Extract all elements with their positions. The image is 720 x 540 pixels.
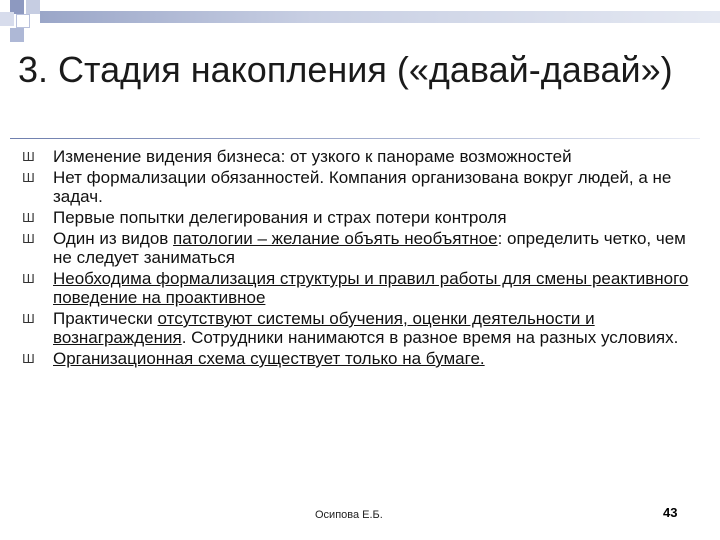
bullet-item (22, 208, 702, 227)
bullet-marker-icon: Ш (22, 150, 35, 164)
top-accent-bar (40, 11, 720, 23)
bullet-text-underlined: Организационная схема существует только на бумаге. (53, 349, 485, 368)
page-number: 43 (663, 505, 678, 520)
bullet-text-underlined: Необходима формализация структуры и правил работы для смены реактивного поведение на проактивное (53, 269, 689, 307)
bullet-item (22, 147, 702, 166)
bullet-text: Практически (53, 309, 158, 328)
deco-square (10, 28, 24, 42)
bullet-item (22, 168, 702, 206)
deco-square (16, 14, 30, 28)
bullet-text: Нет формализации обязанностей. Компания организована вокруг людей, а не задач. (53, 168, 672, 206)
footer-author: Осипова Е.Б. (315, 509, 383, 521)
bullet-text: : определить четко, чем не следует заниматься (53, 229, 686, 267)
slide-title: 3. Стадия накопления («давай-давай») (18, 49, 673, 90)
deco-square (0, 12, 14, 26)
bullet-text-underlined: отсутствуют системы обучения, оценки деятельности и вознаграждения (53, 309, 595, 347)
bullet-marker-icon: Ш (22, 312, 35, 326)
bullet-text: Один из видов (53, 229, 174, 248)
title-divider (10, 138, 700, 139)
bullet-marker-icon: Ш (22, 272, 35, 286)
bullet-text: . Сотрудники нанимаются в разное время на разных условиях. (181, 328, 679, 347)
bullet-list (22, 147, 702, 370)
bullet-item (22, 229, 702, 267)
bullet-item (22, 269, 702, 307)
bullet-text: Изменение видения бизнеса: от узкого к панораме возможностей (53, 147, 572, 166)
bullet-marker-icon: Ш (22, 171, 35, 185)
bullet-marker-icon: Ш (22, 211, 35, 225)
bullet-marker-icon: Ш (22, 232, 35, 246)
deco-square (26, 0, 40, 14)
bullet-text-underlined: патологии – желание объять необъятное (173, 229, 498, 248)
bullet-marker-icon: Ш (22, 352, 35, 366)
bullet-item (22, 309, 702, 347)
bullet-item (22, 349, 702, 368)
bullet-text: Первые попытки делегирования и страх потери контроля (53, 208, 507, 227)
